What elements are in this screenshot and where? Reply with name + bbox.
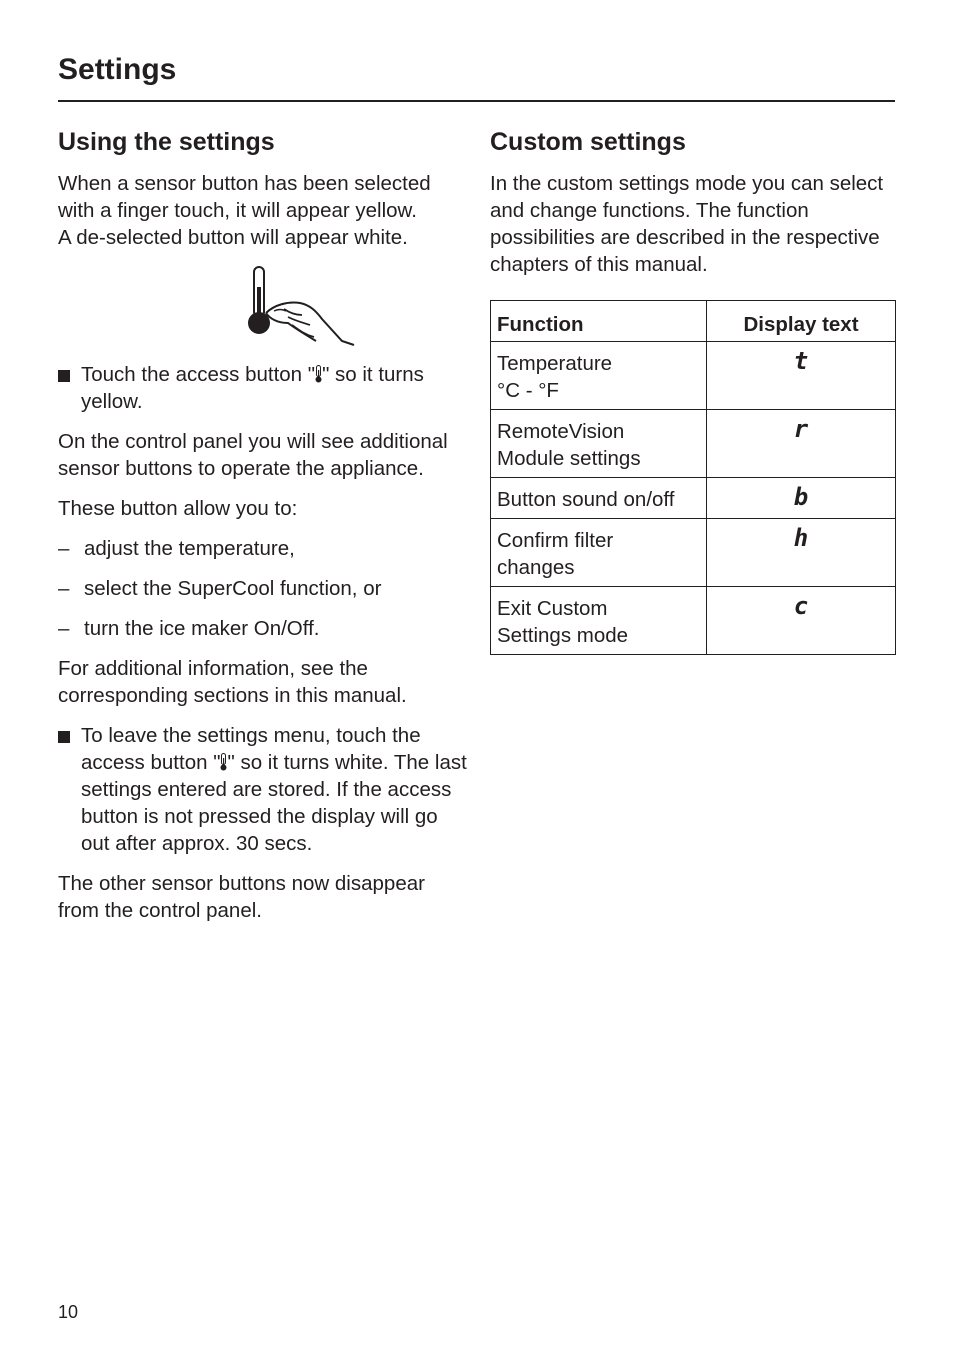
function-line-1: Temperature	[497, 352, 613, 375]
function-line-2: changes	[497, 556, 575, 579]
bullet-1-text-after: " so it turns yellow.	[81, 363, 424, 413]
function-line-1: Button sound on/off	[497, 488, 675, 511]
function-line-2: Settings mode	[497, 624, 629, 647]
header-function: Function	[491, 301, 707, 342]
table-row	[491, 478, 896, 519]
page-number: 10	[58, 1302, 79, 1322]
display-cell	[707, 410, 896, 478]
display-code: c	[793, 592, 809, 620]
intro-paragraph-1: When a sensor button has been selected with a finger touch, it will appear yellow.	[58, 172, 431, 222]
display-cell	[707, 478, 896, 519]
other-buttons-paragraph: The other sensor buttons now disappear from the control panel.	[58, 872, 425, 922]
function-line-1: Confirm filter	[497, 529, 614, 552]
table-row	[491, 519, 896, 587]
table-row	[491, 587, 896, 655]
dash-item-temperature	[58, 535, 468, 562]
display-cell	[707, 342, 896, 410]
allow-paragraph: These button allow you to:	[58, 497, 298, 520]
function-cell	[491, 410, 707, 478]
display-code: r	[793, 415, 809, 443]
custom-settings-intro: In the custom settings mode you can select and change functions. The function possibilities are described in the respective chapters of this manual.	[490, 172, 884, 276]
dash-item-text: turn the ice maker On/Off.	[84, 617, 320, 640]
dash-mark: –	[58, 537, 70, 560]
thermometer-icon	[315, 363, 322, 381]
table-header-row	[491, 301, 896, 342]
display-cell	[707, 519, 896, 587]
custom-settings-table	[490, 300, 896, 655]
table-row	[491, 410, 896, 478]
display-code: t	[793, 347, 809, 375]
dash-item-supercool	[58, 575, 468, 602]
bullet-1-text-before: Touch the access button "	[81, 363, 316, 386]
dash-item-text: select the SuperCool function, or	[84, 577, 382, 600]
left-column	[58, 124, 468, 924]
function-cell	[491, 587, 707, 655]
page-title: Settings	[58, 53, 177, 86]
title-rule	[58, 100, 895, 102]
function-cell	[491, 478, 707, 519]
finger-touch-figure	[58, 261, 468, 361]
thermometer-icon	[220, 751, 227, 769]
function-line-2: °C - °F	[497, 379, 559, 402]
display-code: b	[793, 483, 809, 511]
function-cell	[491, 519, 707, 587]
dash-mark: –	[58, 577, 70, 600]
function-cell	[491, 342, 707, 410]
display-cell	[707, 587, 896, 655]
intro-paragraph-2: A de-selected button will appear white.	[58, 226, 408, 249]
additional-info-paragraph: For additional information, see the corresponding sections in this manual.	[58, 657, 407, 707]
control-panel-paragraph: On the control panel you will see additional sensor buttons to operate the appliance.	[58, 430, 448, 480]
function-line-1: RemoteVision	[497, 420, 625, 443]
dash-item-ice-maker	[58, 615, 468, 642]
function-line-1: Exit Custom	[497, 597, 608, 620]
bullet-2-text-after: " so it turns white. The last settings entered are stored. If the access button is not pressed the display will go out after approx. 30 secs.	[81, 751, 467, 855]
dash-mark: –	[58, 617, 70, 640]
display-code: h	[793, 524, 809, 552]
bullet-2-text-before: To leave the settings menu, touch the access button "	[81, 724, 421, 774]
dash-item-text: adjust the temperature,	[84, 537, 295, 560]
function-line-2: Module settings	[497, 447, 641, 470]
right-column	[490, 124, 896, 655]
header-display-text: Display text	[707, 301, 896, 342]
finger-touch-icon	[244, 265, 364, 349]
using-settings-heading: Using the settings	[58, 128, 275, 156]
bullet-touch-access	[58, 361, 468, 415]
custom-settings-heading: Custom settings	[490, 128, 686, 156]
table-row	[491, 342, 896, 410]
bullet-leave-settings	[58, 722, 468, 857]
